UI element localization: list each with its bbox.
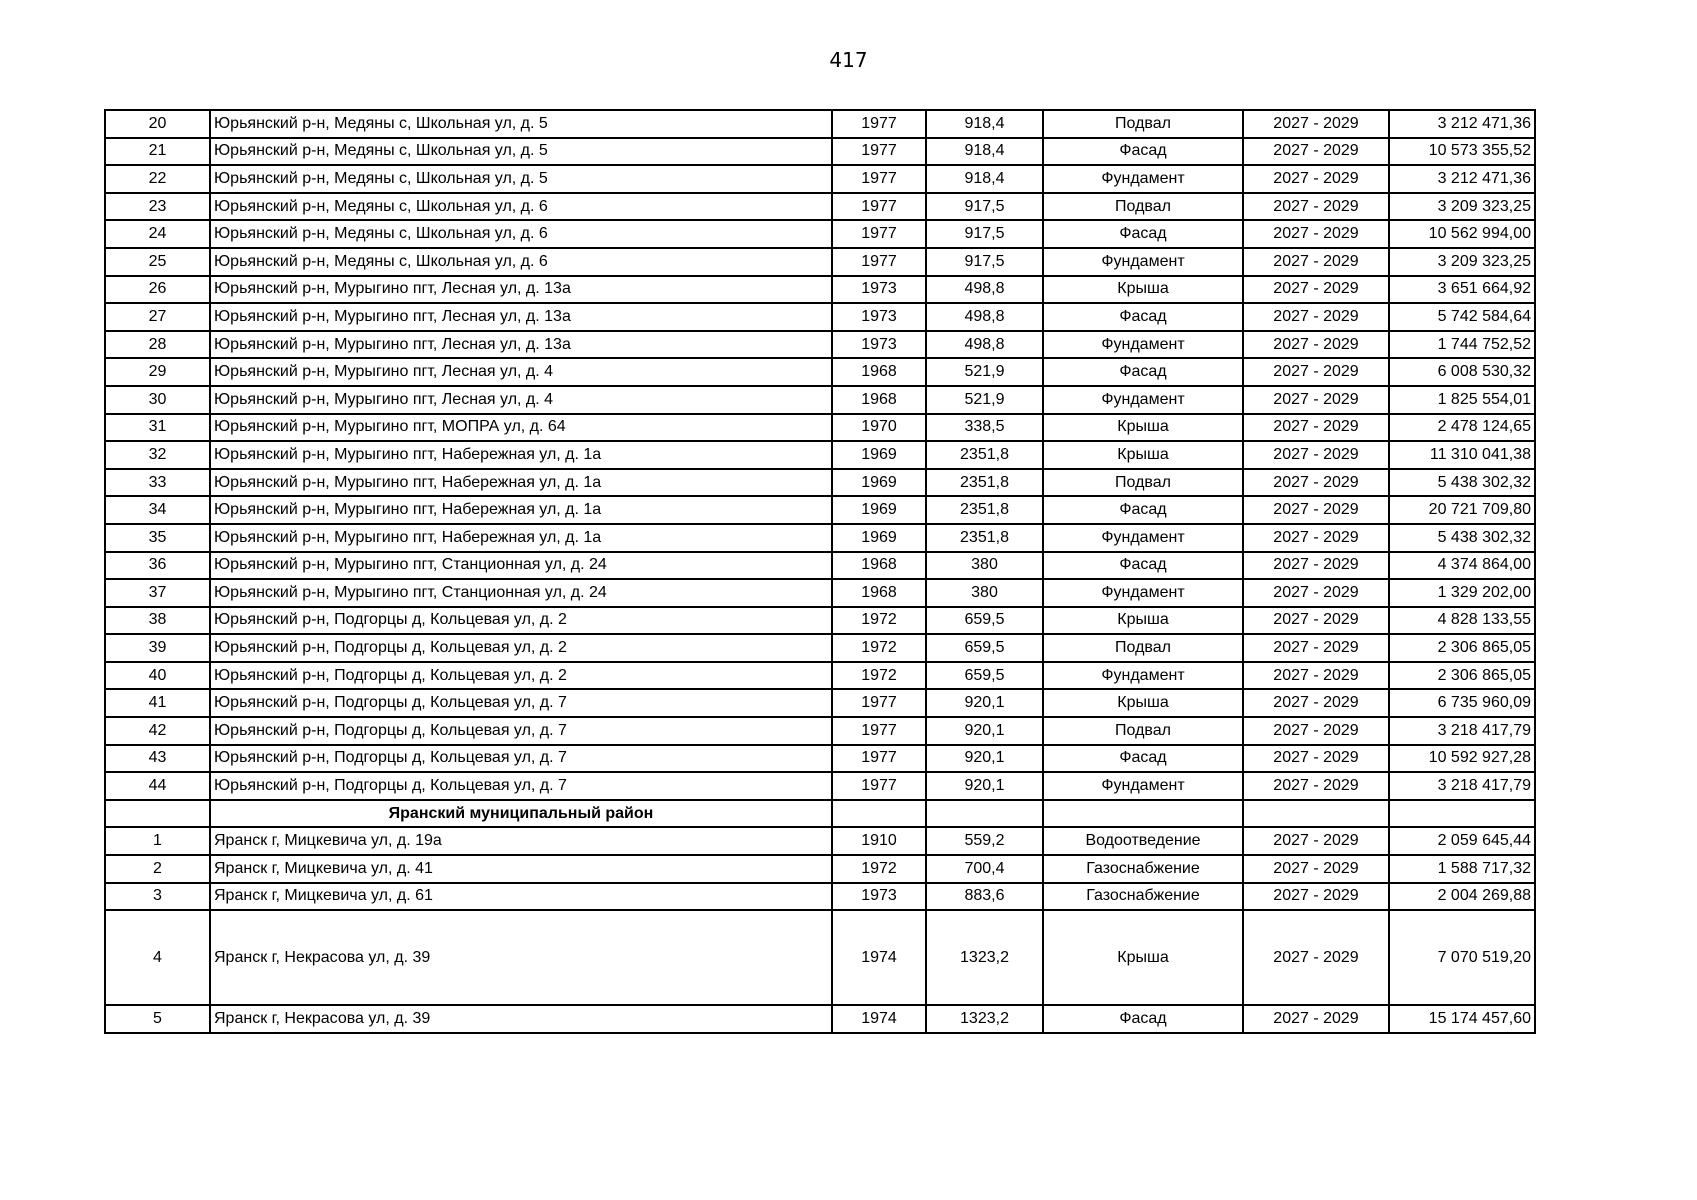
area-cell: 521,9 — [926, 386, 1043, 414]
work-type-cell: Крыша — [1043, 910, 1243, 1005]
build-year-cell: 1977 — [832, 165, 926, 193]
period-cell: 2027 - 2029 — [1243, 607, 1389, 635]
table-row — [105, 248, 1535, 276]
area-cell: 2351,8 — [926, 524, 1043, 552]
period-cell: 2027 - 2029 — [1243, 552, 1389, 580]
period-cell: 2027 - 2029 — [1243, 414, 1389, 442]
cost-cell: 6 008 530,32 — [1389, 358, 1535, 386]
build-year-cell: 1972 — [832, 607, 926, 635]
address-cell: Юрьянский р-н, Мурыгино пгт, Лесная ул, д. 4 — [210, 386, 832, 414]
row-number-cell: 35 — [105, 524, 210, 552]
work-type-cell: Фасад — [1043, 552, 1243, 580]
table-row — [105, 331, 1535, 359]
row-number-cell: 1 — [105, 827, 210, 855]
period-cell: 2027 - 2029 — [1243, 745, 1389, 773]
address-cell: Юрьянский р-н, Мурыгино пгт, Набережная ул, д. 1а — [210, 524, 832, 552]
address-cell: Яранск г, Некрасова ул, д. 39 — [210, 1005, 832, 1033]
area-cell: 918,4 — [926, 165, 1043, 193]
table-row — [105, 110, 1535, 138]
address-cell: Юрьянский р-н, Медяны с, Школьная ул, д. 5 — [210, 165, 832, 193]
table-row — [105, 662, 1535, 690]
row-number-cell: 21 — [105, 138, 210, 166]
cost-cell: 11 310 041,38 — [1389, 441, 1535, 469]
work-type-cell: Подвал — [1043, 193, 1243, 221]
row-number-cell: 30 — [105, 386, 210, 414]
period-cell: 2027 - 2029 — [1243, 303, 1389, 331]
period-cell: 2027 - 2029 — [1243, 772, 1389, 800]
work-type-cell — [1043, 800, 1243, 828]
address-cell: Юрьянский р-н, Подгорцы д, Кольцевая ул, д. 7 — [210, 745, 832, 773]
period-cell: 2027 - 2029 — [1243, 1005, 1389, 1033]
area-cell: 1323,2 — [926, 1005, 1043, 1033]
table-row — [105, 827, 1535, 855]
cost-cell: 1 588 717,32 — [1389, 855, 1535, 883]
work-type-cell: Подвал — [1043, 717, 1243, 745]
area-cell: 918,4 — [926, 138, 1043, 166]
work-type-cell: Фундамент — [1043, 386, 1243, 414]
build-year-cell: 1969 — [832, 441, 926, 469]
area-cell: 883,6 — [926, 883, 1043, 911]
area-cell: 498,8 — [926, 276, 1043, 304]
address-cell: Юрьянский р-н, Мурыгино пгт, Лесная ул, д. 13а — [210, 303, 832, 331]
table-row — [105, 1005, 1535, 1033]
build-year-cell: 1972 — [832, 662, 926, 690]
address-cell: Юрьянский р-н, Подгорцы д, Кольцевая ул, д. 2 — [210, 662, 832, 690]
build-year-cell: 1968 — [832, 386, 926, 414]
row-number-cell: 32 — [105, 441, 210, 469]
address-cell: Юрьянский р-н, Подгорцы д, Кольцевая ул, д. 2 — [210, 607, 832, 635]
period-cell: 2027 - 2029 — [1243, 110, 1389, 138]
work-type-cell: Фундамент — [1043, 772, 1243, 800]
area-cell: 920,1 — [926, 689, 1043, 717]
area-cell: 338,5 — [926, 414, 1043, 442]
build-year-cell: 1969 — [832, 469, 926, 497]
address-cell: Юрьянский р-н, Мурыгино пгт, Лесная ул, д. 13а — [210, 331, 832, 359]
address-cell: Юрьянский р-н, Медяны с, Школьная ул, д. 6 — [210, 193, 832, 221]
row-number-cell: 5 — [105, 1005, 210, 1033]
area-cell — [926, 800, 1043, 828]
work-type-cell: Газоснабжение — [1043, 883, 1243, 911]
cost-cell: 20 721 709,80 — [1389, 496, 1535, 524]
period-cell: 2027 - 2029 — [1243, 331, 1389, 359]
table-row — [105, 496, 1535, 524]
work-type-cell: Крыша — [1043, 276, 1243, 304]
build-year-cell: 1977 — [832, 193, 926, 221]
row-number-cell: 38 — [105, 607, 210, 635]
table-row — [105, 607, 1535, 635]
cost-cell: 4 374 864,00 — [1389, 552, 1535, 580]
table-row — [105, 745, 1535, 773]
area-cell: 918,4 — [926, 110, 1043, 138]
cost-cell: 10 573 355,52 — [1389, 138, 1535, 166]
work-type-cell: Фасад — [1043, 138, 1243, 166]
period-cell: 2027 - 2029 — [1243, 883, 1389, 911]
area-cell: 659,5 — [926, 662, 1043, 690]
period-cell: 2027 - 2029 — [1243, 910, 1389, 1005]
cost-cell: 2 059 645,44 — [1389, 827, 1535, 855]
build-year-cell: 1969 — [832, 524, 926, 552]
build-year-cell: 1977 — [832, 772, 926, 800]
period-cell: 2027 - 2029 — [1243, 496, 1389, 524]
address-cell: Юрьянский р-н, Мурыгино пгт, Лесная ул, д. 4 — [210, 358, 832, 386]
work-type-cell: Фундамент — [1043, 579, 1243, 607]
cost-cell: 2 306 865,05 — [1389, 662, 1535, 690]
period-cell: 2027 - 2029 — [1243, 441, 1389, 469]
work-type-cell: Фасад — [1043, 358, 1243, 386]
area-cell: 498,8 — [926, 303, 1043, 331]
row-number-cell: 31 — [105, 414, 210, 442]
row-number-cell: 40 — [105, 662, 210, 690]
table-row — [105, 579, 1535, 607]
build-year-cell: 1974 — [832, 1005, 926, 1033]
build-year-cell: 1969 — [832, 496, 926, 524]
cost-cell: 4 828 133,55 — [1389, 607, 1535, 635]
address-cell: Яранск г, Мицкевича ул, д. 61 — [210, 883, 832, 911]
address-cell: Юрьянский р-н, Мурыгино пгт, Набережная ул, д. 1а — [210, 469, 832, 497]
build-year-cell: 1972 — [832, 634, 926, 662]
build-year-cell: 1974 — [832, 910, 926, 1005]
address-cell: Юрьянский р-н, Медяны с, Школьная ул, д. 6 — [210, 248, 832, 276]
area-cell: 498,8 — [926, 331, 1043, 359]
period-cell: 2027 - 2029 — [1243, 138, 1389, 166]
row-number-cell: 37 — [105, 579, 210, 607]
row-number-cell: 24 — [105, 220, 210, 248]
row-number-cell: 26 — [105, 276, 210, 304]
build-year-cell: 1973 — [832, 883, 926, 911]
period-cell: 2027 - 2029 — [1243, 579, 1389, 607]
cost-cell: 7 070 519,20 — [1389, 910, 1535, 1005]
cost-cell: 1 329 202,00 — [1389, 579, 1535, 607]
cost-cell: 1 825 554,01 — [1389, 386, 1535, 414]
row-number-cell: 27 — [105, 303, 210, 331]
row-number-cell: 4 — [105, 910, 210, 1005]
work-type-cell: Фасад — [1043, 1005, 1243, 1033]
period-cell: 2027 - 2029 — [1243, 165, 1389, 193]
area-cell: 917,5 — [926, 248, 1043, 276]
period-cell: 2027 - 2029 — [1243, 855, 1389, 883]
build-year-cell: 1973 — [832, 276, 926, 304]
row-number-cell: 25 — [105, 248, 210, 276]
row-number-cell: 22 — [105, 165, 210, 193]
table-body — [105, 110, 1535, 1033]
cost-cell: 1 744 752,52 — [1389, 331, 1535, 359]
work-type-cell: Подвал — [1043, 469, 1243, 497]
area-cell: 1323,2 — [926, 910, 1043, 1005]
period-cell: 2027 - 2029 — [1243, 248, 1389, 276]
address-cell: Юрьянский р-н, Медяны с, Школьная ул, д. 5 — [210, 138, 832, 166]
table-row — [105, 276, 1535, 304]
cost-cell: 5 438 302,32 — [1389, 469, 1535, 497]
section-header-row — [105, 800, 1535, 828]
work-type-cell: Фундамент — [1043, 331, 1243, 359]
table-row — [105, 910, 1535, 1005]
cost-cell: 3 209 323,25 — [1389, 193, 1535, 221]
build-year-cell: 1977 — [832, 220, 926, 248]
build-year-cell: 1973 — [832, 331, 926, 359]
period-cell: 2027 - 2029 — [1243, 358, 1389, 386]
row-number-cell: 44 — [105, 772, 210, 800]
table-row — [105, 414, 1535, 442]
work-type-cell: Фундамент — [1043, 524, 1243, 552]
period-cell: 2027 - 2029 — [1243, 827, 1389, 855]
table-row — [105, 772, 1535, 800]
section-title: Яранский муниципальный район — [210, 800, 832, 828]
table-row — [105, 469, 1535, 497]
period-cell: 2027 - 2029 — [1243, 717, 1389, 745]
build-year-cell: 1968 — [832, 552, 926, 580]
address-cell: Юрьянский р-н, Мурыгино пгт, Набережная ул, д. 1а — [210, 496, 832, 524]
area-cell: 659,5 — [926, 607, 1043, 635]
row-number-cell: 33 — [105, 469, 210, 497]
period-cell: 2027 - 2029 — [1243, 220, 1389, 248]
table-row — [105, 138, 1535, 166]
period-cell: 2027 - 2029 — [1243, 469, 1389, 497]
area-cell: 920,1 — [926, 745, 1043, 773]
area-cell: 700,4 — [926, 855, 1043, 883]
address-cell: Яранск г, Мицкевича ул, д. 41 — [210, 855, 832, 883]
work-type-cell: Фасад — [1043, 745, 1243, 773]
page-number: 417 — [829, 48, 868, 72]
period-cell: 2027 - 2029 — [1243, 689, 1389, 717]
work-type-cell: Крыша — [1043, 607, 1243, 635]
build-year-cell: 1977 — [832, 689, 926, 717]
table-row — [105, 386, 1535, 414]
cost-cell: 2 004 269,88 — [1389, 883, 1535, 911]
work-type-cell: Подвал — [1043, 634, 1243, 662]
area-cell: 917,5 — [926, 220, 1043, 248]
work-type-cell: Фундамент — [1043, 165, 1243, 193]
area-cell: 2351,8 — [926, 441, 1043, 469]
address-cell: Юрьянский р-н, Медяны с, Школьная ул, д. 6 — [210, 220, 832, 248]
row-number-cell: 20 — [105, 110, 210, 138]
build-year-cell: 1977 — [832, 138, 926, 166]
period-cell: 2027 - 2029 — [1243, 276, 1389, 304]
address-cell: Яранск г, Мицкевича ул, д. 19а — [210, 827, 832, 855]
work-type-cell: Фасад — [1043, 220, 1243, 248]
address-cell: Юрьянский р-н, Мурыгино пгт, Станционная ул, д. 24 — [210, 552, 832, 580]
period-cell: 2027 - 2029 — [1243, 193, 1389, 221]
row-number-cell: 3 — [105, 883, 210, 911]
address-cell: Яранск г, Некрасова ул, д. 39 — [210, 910, 832, 1005]
cost-cell: 10 562 994,00 — [1389, 220, 1535, 248]
area-cell: 559,2 — [926, 827, 1043, 855]
cost-cell: 3 218 417,79 — [1389, 717, 1535, 745]
build-year-cell: 1970 — [832, 414, 926, 442]
area-cell: 920,1 — [926, 717, 1043, 745]
row-number-cell: 23 — [105, 193, 210, 221]
table-row — [105, 855, 1535, 883]
address-cell: Юрьянский р-н, Медяны с, Школьная ул, д. 5 — [210, 110, 832, 138]
row-number-cell: 2 — [105, 855, 210, 883]
area-cell: 659,5 — [926, 634, 1043, 662]
area-cell: 920,1 — [926, 772, 1043, 800]
work-type-cell: Фундамент — [1043, 662, 1243, 690]
repair-schedule-table — [104, 109, 1536, 1034]
work-type-cell: Подвал — [1043, 110, 1243, 138]
row-number-cell: 41 — [105, 689, 210, 717]
address-cell: Юрьянский р-н, Подгорцы д, Кольцевая ул, д. 7 — [210, 689, 832, 717]
row-number-cell — [105, 800, 210, 828]
build-year-cell: 1972 — [832, 855, 926, 883]
row-number-cell: 28 — [105, 331, 210, 359]
cost-cell: 3 212 471,36 — [1389, 110, 1535, 138]
work-type-cell: Фундамент — [1043, 248, 1243, 276]
table-row — [105, 303, 1535, 331]
work-type-cell: Водоотведение — [1043, 827, 1243, 855]
cost-cell: 3 209 323,25 — [1389, 248, 1535, 276]
area-cell: 2351,8 — [926, 496, 1043, 524]
row-number-cell: 29 — [105, 358, 210, 386]
build-year-cell: 1968 — [832, 579, 926, 607]
area-cell: 2351,8 — [926, 469, 1043, 497]
build-year-cell: 1973 — [832, 303, 926, 331]
area-cell: 521,9 — [926, 358, 1043, 386]
table-row — [105, 358, 1535, 386]
table-row — [105, 193, 1535, 221]
cost-cell: 3 212 471,36 — [1389, 165, 1535, 193]
build-year-cell: 1977 — [832, 248, 926, 276]
row-number-cell: 39 — [105, 634, 210, 662]
cost-cell: 6 735 960,09 — [1389, 689, 1535, 717]
area-cell: 380 — [926, 552, 1043, 580]
cost-cell: 2 306 865,05 — [1389, 634, 1535, 662]
period-cell: 2027 - 2029 — [1243, 634, 1389, 662]
table-row — [105, 883, 1535, 911]
build-year-cell: 1977 — [832, 745, 926, 773]
build-year-cell: 1977 — [832, 717, 926, 745]
table-row — [105, 441, 1535, 469]
period-cell — [1243, 800, 1389, 828]
work-type-cell: Крыша — [1043, 414, 1243, 442]
table-row — [105, 717, 1535, 745]
table-row — [105, 220, 1535, 248]
address-cell: Юрьянский р-н, Мурыгино пгт, Лесная ул, д. 13а — [210, 276, 832, 304]
row-number-cell: 34 — [105, 496, 210, 524]
period-cell: 2027 - 2029 — [1243, 662, 1389, 690]
table-row — [105, 165, 1535, 193]
build-year-cell: 1977 — [832, 110, 926, 138]
build-year-cell — [832, 800, 926, 828]
cost-cell: 3 651 664,92 — [1389, 276, 1535, 304]
area-cell: 917,5 — [926, 193, 1043, 221]
address-cell: Юрьянский р-н, Мурыгино пгт, МОПРА ул, д. 64 — [210, 414, 832, 442]
table-row — [105, 689, 1535, 717]
build-year-cell: 1910 — [832, 827, 926, 855]
address-cell: Юрьянский р-н, Мурыгино пгт, Набережная ул, д. 1а — [210, 441, 832, 469]
row-number-cell: 36 — [105, 552, 210, 580]
cost-cell — [1389, 800, 1535, 828]
cost-cell: 3 218 417,79 — [1389, 772, 1535, 800]
address-cell: Юрьянский р-н, Мурыгино пгт, Станционная ул, д. 24 — [210, 579, 832, 607]
address-cell: Юрьянский р-н, Подгорцы д, Кольцевая ул, д. 7 — [210, 717, 832, 745]
cost-cell: 10 592 927,28 — [1389, 745, 1535, 773]
cost-cell: 2 478 124,65 — [1389, 414, 1535, 442]
work-type-cell: Крыша — [1043, 441, 1243, 469]
period-cell: 2027 - 2029 — [1243, 524, 1389, 552]
work-type-cell: Крыша — [1043, 689, 1243, 717]
cost-cell: 5 438 302,32 — [1389, 524, 1535, 552]
address-cell: Юрьянский р-н, Подгорцы д, Кольцевая ул, д. 2 — [210, 634, 832, 662]
row-number-cell: 43 — [105, 745, 210, 773]
build-year-cell: 1968 — [832, 358, 926, 386]
area-cell: 380 — [926, 579, 1043, 607]
work-type-cell: Фасад — [1043, 303, 1243, 331]
work-type-cell: Фасад — [1043, 496, 1243, 524]
row-number-cell: 42 — [105, 717, 210, 745]
cost-cell: 15 174 457,60 — [1389, 1005, 1535, 1033]
period-cell: 2027 - 2029 — [1243, 386, 1389, 414]
cost-cell: 5 742 584,64 — [1389, 303, 1535, 331]
table-row — [105, 552, 1535, 580]
table-row — [105, 524, 1535, 552]
work-type-cell: Газоснабжение — [1043, 855, 1243, 883]
address-cell: Юрьянский р-н, Подгорцы д, Кольцевая ул, д. 7 — [210, 772, 832, 800]
table-row — [105, 634, 1535, 662]
